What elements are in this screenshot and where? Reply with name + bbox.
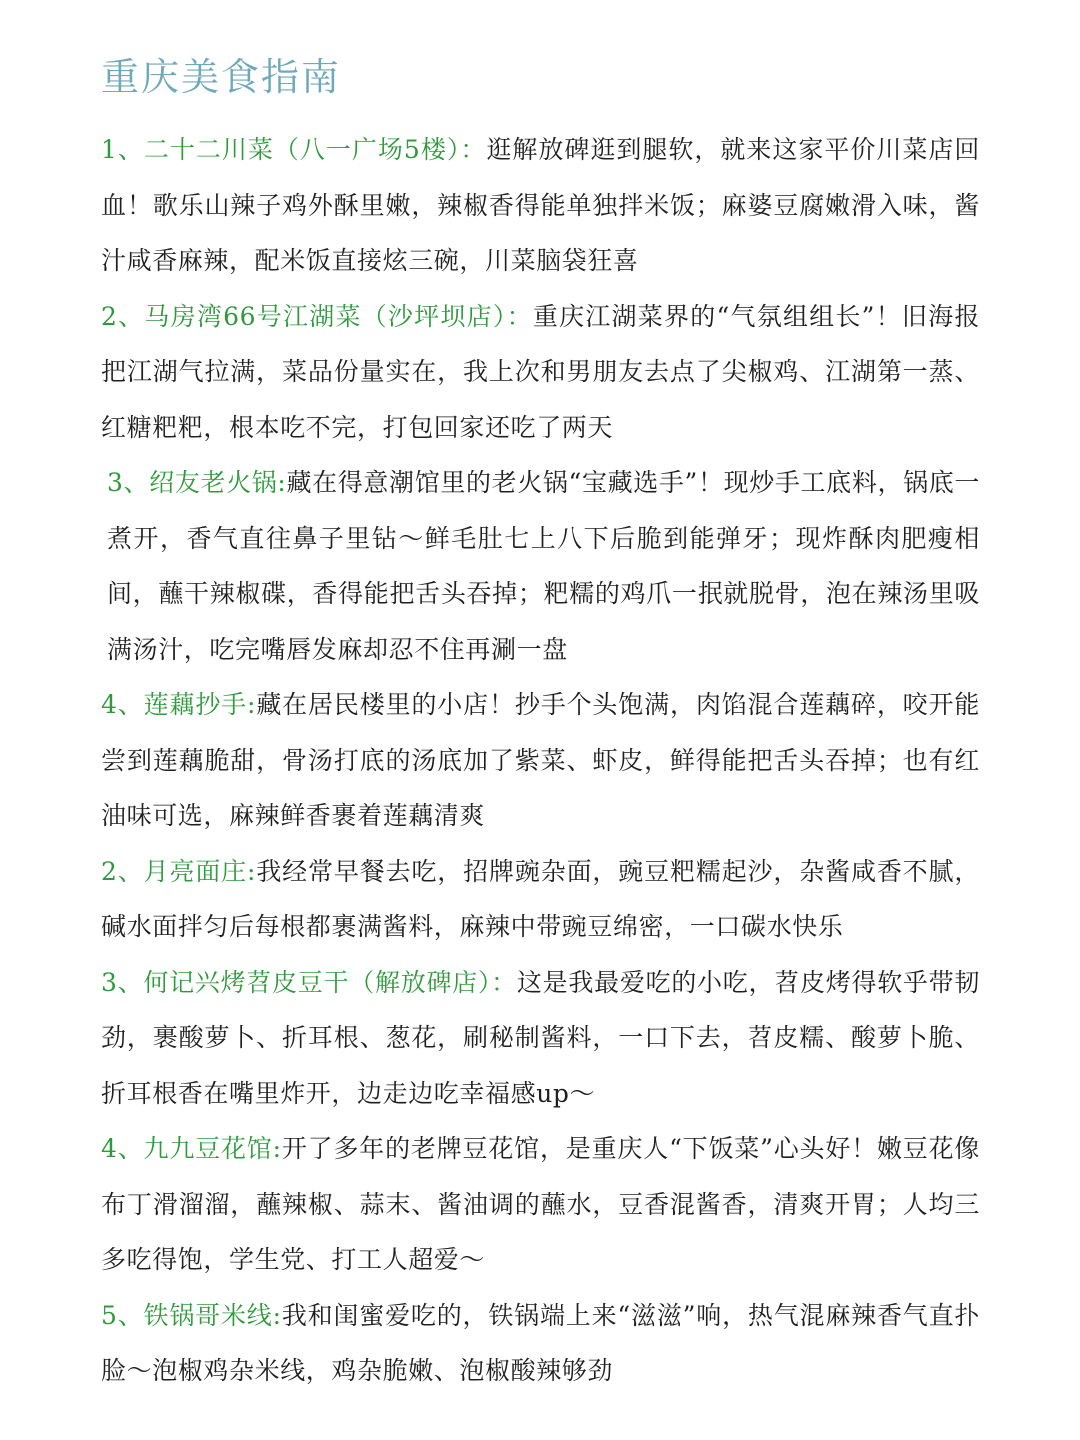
entry-heading: 4、莲藕抄手:	[101, 690, 257, 719]
entry-body: 藏在得意潮馆里的老火锅“宝藏选手”！现炒手工底料，锅底一煮开，香气直往鼻子里钻～鲜毛肚七上八下后脆到能弹牙；现炸酥肉肥瘦相间，蘸干辣椒碟，香得能把舌头吞掉；粑糯的鸡爪一抿就脱骨，泡在辣汤里吸满汤汁，吃完嘴唇发麻却忍不住再涮一盘	[107, 468, 980, 664]
entry-8	[101, 1288, 980, 1399]
entry-7	[101, 1121, 980, 1288]
entry-body: 开了多年的老牌豆花馆，是重庆人“下饭菜”心头好！嫩豆花像布丁滑溜溜，蘸辣椒、蒜末、酱油调的蘸水，豆香混酱香，清爽开胃；人均三多吃得饱，学生党、打工人超爱～	[101, 1134, 980, 1274]
entry-heading: 2、月亮面庄:	[101, 856, 257, 886]
entry-1	[101, 122, 980, 289]
entry-body: 藏在居民楼里的小店！抄手个头饱满，肉馅混合莲藕碎，咬开能尝到莲藕脆甜，骨汤打底的汤底加了紫菜、虾皮，鲜得能把舌头吞掉；也有红油味可选，麻辣鲜香裹着莲藕清爽	[101, 690, 980, 830]
entry-body: 这是我最爱吃的小吃，苕皮烤得软乎带韧劲，裹酸萝卜、折耳根、葱花，刷秘制酱料，一口下去，苕皮糯、酸萝卜脆、折耳根香在嘴里炸开，边走边吃幸福感up～	[101, 967, 980, 1108]
entry-heading: 3、何记兴烤苕皮豆干（解放碑店）：	[101, 967, 517, 997]
entry-4	[101, 677, 980, 844]
entry-heading: 4、九九豆花馆:	[101, 1134, 282, 1163]
entry-body: 重庆江湖菜界的“气氛组组长”！旧海报把江湖气拉满，菜品份量实在，我上次和男朋友去点了尖椒鸡、江湖第一蒸、红糖粑粑，根本吃不完，打包回家还吃了两天	[101, 301, 980, 442]
entry-3	[101, 455, 980, 677]
entry-2	[101, 289, 980, 456]
entry-heading: 1、二十二川菜（八一广场5楼）：	[101, 135, 487, 164]
entry-heading: 2、马房湾66号江湖菜（沙坪坝店）：	[101, 301, 533, 331]
entry-6	[101, 955, 980, 1122]
entry-heading: 5、铁锅哥米线:	[101, 1300, 282, 1330]
entry-heading: 3、绍友老火锅:	[107, 468, 287, 497]
entry-body: 我经常早餐去吃，招牌豌杂面，豌豆粑糯起沙，杂酱咸香不腻，碱水面拌匀后每根都裹满酱料，麻辣中带豌豆绵密，一口碳水快乐	[101, 856, 980, 941]
entry-body: 我和闺蜜爱吃的，铁锅端上来“滋滋”响，热气混麻辣香气直扑脸～泡椒鸡杂米线，鸡杂脆嫩、泡椒酸辣够劲	[101, 1300, 980, 1385]
entry-body: 逛解放碑逛到腿软，就来这家平价川菜店回血！歌乐山辣子鸡外酥里嫩，辣椒香得能单独拌米饭；麻婆豆腐嫩滑入味，酱汁咸香麻辣，配米饭直接炫三碗，川菜脑袋狂喜	[101, 135, 980, 275]
entry-5	[101, 844, 980, 955]
page-title: 重庆美食指南	[101, 55, 342, 99]
